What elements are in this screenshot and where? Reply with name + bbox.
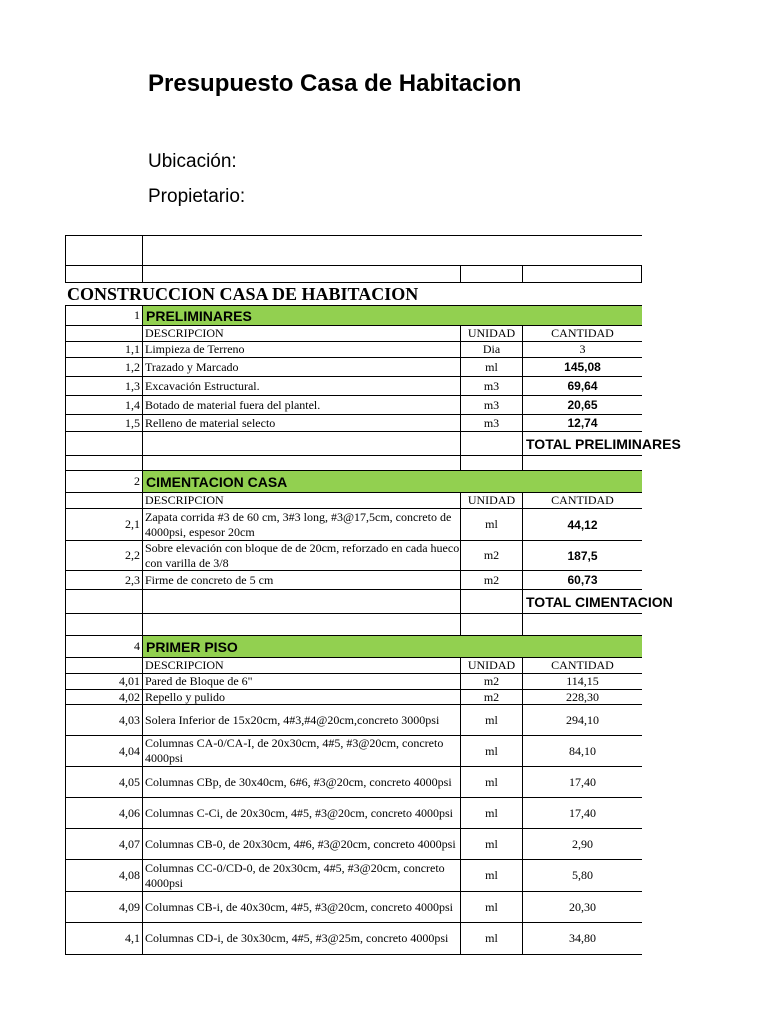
section-header-row: [65, 471, 642, 493]
item-number[interactable]: 4,02: [65, 690, 143, 705]
cell[interactable]: [523, 266, 642, 283]
blank-row: [65, 614, 642, 636]
item-unit[interactable]: m2: [461, 541, 523, 571]
item-description[interactable]: Columnas CC-0/CD-0, de 20x30cm, 4#5, #3@20cm, concreto 4000psi: [143, 860, 461, 892]
column-header-row: [65, 658, 642, 674]
table-row: [65, 860, 642, 892]
item-description[interactable]: Firme de concreto de 5 cm: [143, 571, 461, 590]
item-number[interactable]: 4,03: [65, 705, 143, 736]
section-header-row: [65, 636, 642, 658]
item-quantity[interactable]: 60,73: [523, 571, 642, 590]
item-unit[interactable]: ml: [461, 509, 523, 541]
section-title[interactable]: CIMENTACION CASA: [143, 471, 642, 493]
item-unit[interactable]: m3: [461, 396, 523, 415]
cell[interactable]: [143, 432, 461, 456]
cell[interactable]: [523, 456, 642, 471]
section-title[interactable]: PRELIMINARES: [143, 305, 642, 326]
section-number[interactable]: 2: [65, 471, 143, 493]
cell[interactable]: [461, 432, 523, 456]
cell[interactable]: [65, 493, 143, 509]
item-description[interactable]: Trazado y Marcado: [143, 358, 461, 377]
blank-row: [65, 266, 642, 283]
table-row: [65, 892, 642, 923]
section-total-label[interactable]: TOTAL CIMENTACION: [523, 590, 642, 614]
cell[interactable]: [461, 266, 523, 283]
item-quantity[interactable]: 114,15: [523, 674, 642, 690]
item-description[interactable]: Excavación Estructural.: [143, 377, 461, 396]
item-unit[interactable]: m3: [461, 377, 523, 396]
propietario-label: Propietario:: [148, 186, 246, 207]
item-number[interactable]: 1,5: [65, 415, 143, 432]
item-number[interactable]: 4,08: [65, 860, 143, 892]
cell[interactable]: [143, 456, 461, 471]
item-number[interactable]: 4,01: [65, 674, 143, 690]
item-number[interactable]: 4,05: [65, 767, 143, 798]
item-unit[interactable]: m2: [461, 690, 523, 705]
item-quantity[interactable]: 20,30: [523, 892, 642, 923]
item-unit[interactable]: ml: [461, 736, 523, 767]
item-quantity[interactable]: 294,10: [523, 705, 642, 736]
cell[interactable]: [65, 235, 143, 266]
table-row: [65, 541, 642, 571]
table-row: [65, 736, 642, 767]
item-unit[interactable]: ml: [461, 923, 523, 955]
section-title[interactable]: PRIMER PISO: [143, 636, 642, 658]
item-number[interactable]: 4,04: [65, 736, 143, 767]
table-row: [65, 829, 642, 860]
item-number[interactable]: 2,2: [65, 541, 143, 571]
item-unit[interactable]: ml: [461, 860, 523, 892]
item-quantity[interactable]: 12,74: [523, 415, 642, 432]
item-description[interactable]: Repello y pulido: [143, 690, 461, 705]
column-header-unidad[interactable]: UNIDAD: [461, 493, 523, 509]
page-title: Presupuesto Casa de Habitacion: [148, 70, 522, 97]
item-description[interactable]: Sobre elevación con bloque de de 20cm, reforzado en cada hueco con varilla de 3/8: [145, 540, 460, 570]
table-row: [65, 798, 642, 829]
table-row: [65, 415, 642, 432]
item-number[interactable]: 1,1: [65, 342, 143, 358]
table-row: [65, 377, 642, 396]
column-header-cantidad[interactable]: CANTIDAD: [523, 493, 642, 509]
ubicacion-label: Ubicación:: [148, 151, 237, 172]
table-row: [65, 767, 642, 798]
cell[interactable]: [65, 266, 143, 283]
section-header-row: [65, 305, 642, 326]
item-description[interactable]: Columnas CD-i, de 30x30cm, 4#5, #3@25m, concreto 4000psi: [143, 923, 461, 955]
cell[interactable]: [143, 614, 461, 636]
column-header-descripcion[interactable]: DESCRIPCION: [143, 658, 461, 674]
item-quantity[interactable]: 34,80: [523, 923, 642, 955]
column-header-unidad[interactable]: UNIDAD: [461, 658, 523, 674]
item-quantity[interactable]: 17,40: [523, 767, 642, 798]
item-description[interactable]: Relleno de material selecto: [143, 415, 461, 432]
item-description[interactable]: Solera Inferior de 15x20cm, 4#3,#4@20cm,concreto 3000psi: [143, 705, 461, 736]
item-quantity[interactable]: 145,08: [523, 358, 642, 377]
main-title: CONSTRUCCION CASA DE HABITACION: [67, 283, 419, 304]
column-header-unidad[interactable]: UNIDAD: [461, 326, 523, 342]
item-unit[interactable]: ml: [461, 705, 523, 736]
item-unit[interactable]: ml: [461, 829, 523, 860]
item-description[interactable]: Pared de Bloque de 6": [143, 674, 461, 690]
cell[interactable]: [461, 614, 523, 636]
item-number[interactable]: 2,3: [65, 571, 143, 590]
blank-row: [65, 235, 642, 266]
item-description[interactable]: Botado de material fuera del plantel.: [143, 396, 461, 415]
cell[interactable]: [143, 235, 642, 266]
column-header-descripcion[interactable]: DESCRIPCION: [143, 493, 461, 509]
cell[interactable]: [65, 326, 143, 342]
item-quantity[interactable]: 17,40: [523, 798, 642, 829]
item-quantity[interactable]: 44,12: [523, 509, 642, 541]
table-row: [65, 571, 642, 590]
item-quantity[interactable]: 2,90: [523, 829, 642, 860]
item-description[interactable]: Columnas CB-0, de 20x30cm, 4#6, #3@20cm, concreto 4000psi: [143, 829, 461, 860]
item-description[interactable]: Columnas CBp, de 30x40cm, 6#6, #3@20cm, concreto 4000psi: [143, 767, 461, 798]
item-number[interactable]: 4,09: [65, 892, 143, 923]
section-number[interactable]: 4: [65, 636, 143, 658]
item-number[interactable]: 4,06: [65, 798, 143, 829]
table-row: [65, 342, 642, 358]
column-header-cantidad[interactable]: CANTIDAD: [523, 326, 642, 342]
item-description[interactable]: Columnas CA-0/CA-I, de 20x30cm, 4#5, #3@20cm, concreto 4000psi: [143, 736, 461, 767]
section-number[interactable]: 1: [65, 305, 143, 326]
item-unit[interactable]: Dia: [461, 342, 523, 358]
total-row: [65, 590, 673, 614]
cell[interactable]: [65, 614, 143, 636]
item-number[interactable]: 4,07: [65, 829, 143, 860]
item-unit[interactable]: m2: [461, 674, 523, 690]
column-header-descripcion[interactable]: DESCRIPCION: [143, 326, 461, 342]
item-unit[interactable]: ml: [461, 358, 523, 377]
item-description[interactable]: Zapata corrida #3 de 60 cm, 3#3 long, #3@17,5cm, concreto de 4000psi, espesor 20cm: [143, 509, 461, 541]
total-row: [65, 432, 681, 456]
budget-sheet: [65, 235, 681, 955]
table-row: [65, 705, 642, 736]
table-row: [65, 358, 642, 377]
cell[interactable]: [461, 590, 523, 614]
cell[interactable]: [65, 590, 143, 614]
item-description[interactable]: Limpieza de Terreno: [143, 342, 461, 358]
cell[interactable]: [143, 590, 461, 614]
item-number[interactable]: 1,3: [65, 377, 143, 396]
main-title-row: [65, 283, 642, 305]
item-description[interactable]: Columnas CB-i, de 40x30cm, 4#5, #3@20cm, concreto 4000psi: [143, 892, 461, 923]
item-quantity[interactable]: 5,80: [523, 860, 642, 892]
table-row: [65, 690, 642, 705]
table-row: [65, 674, 642, 690]
cell[interactable]: [143, 266, 461, 283]
item-quantity[interactable]: 84,10: [523, 736, 642, 767]
table-row: [65, 396, 642, 415]
column-header-cantidad[interactable]: CANTIDAD: [523, 658, 642, 674]
column-header-row: [65, 326, 642, 342]
item-unit[interactable]: ml: [461, 798, 523, 829]
cell[interactable]: [461, 456, 523, 471]
item-number[interactable]: 4,1: [65, 923, 143, 955]
item-unit[interactable]: m3: [461, 415, 523, 432]
item-number[interactable]: 1,4: [65, 396, 143, 415]
section-total-label[interactable]: TOTAL PRELIMINARES: [523, 432, 642, 456]
item-quantity[interactable]: 3: [523, 342, 642, 358]
item-quantity[interactable]: 69,64: [523, 377, 642, 396]
cell[interactable]: [523, 614, 642, 636]
blank-row: [65, 456, 642, 471]
item-number[interactable]: 1,2: [65, 358, 143, 377]
cell[interactable]: [65, 432, 143, 456]
item-description[interactable]: Columnas C-Ci, de 20x30cm, 4#5, #3@20cm, concreto 4000psi: [143, 798, 461, 829]
table-row: [65, 923, 642, 955]
item-quantity[interactable]: 20,65: [523, 396, 642, 415]
item-number[interactable]: 2,1: [65, 509, 143, 541]
cell[interactable]: [65, 658, 143, 674]
item-unit[interactable]: ml: [461, 892, 523, 923]
table-row: [65, 509, 642, 541]
cell[interactable]: [65, 456, 143, 471]
item-quantity[interactable]: 187,5: [523, 541, 642, 571]
item-quantity[interactable]: 228,30: [523, 690, 642, 705]
item-unit[interactable]: m2: [461, 571, 523, 590]
column-header-row: [65, 493, 642, 509]
item-unit[interactable]: ml: [461, 767, 523, 798]
